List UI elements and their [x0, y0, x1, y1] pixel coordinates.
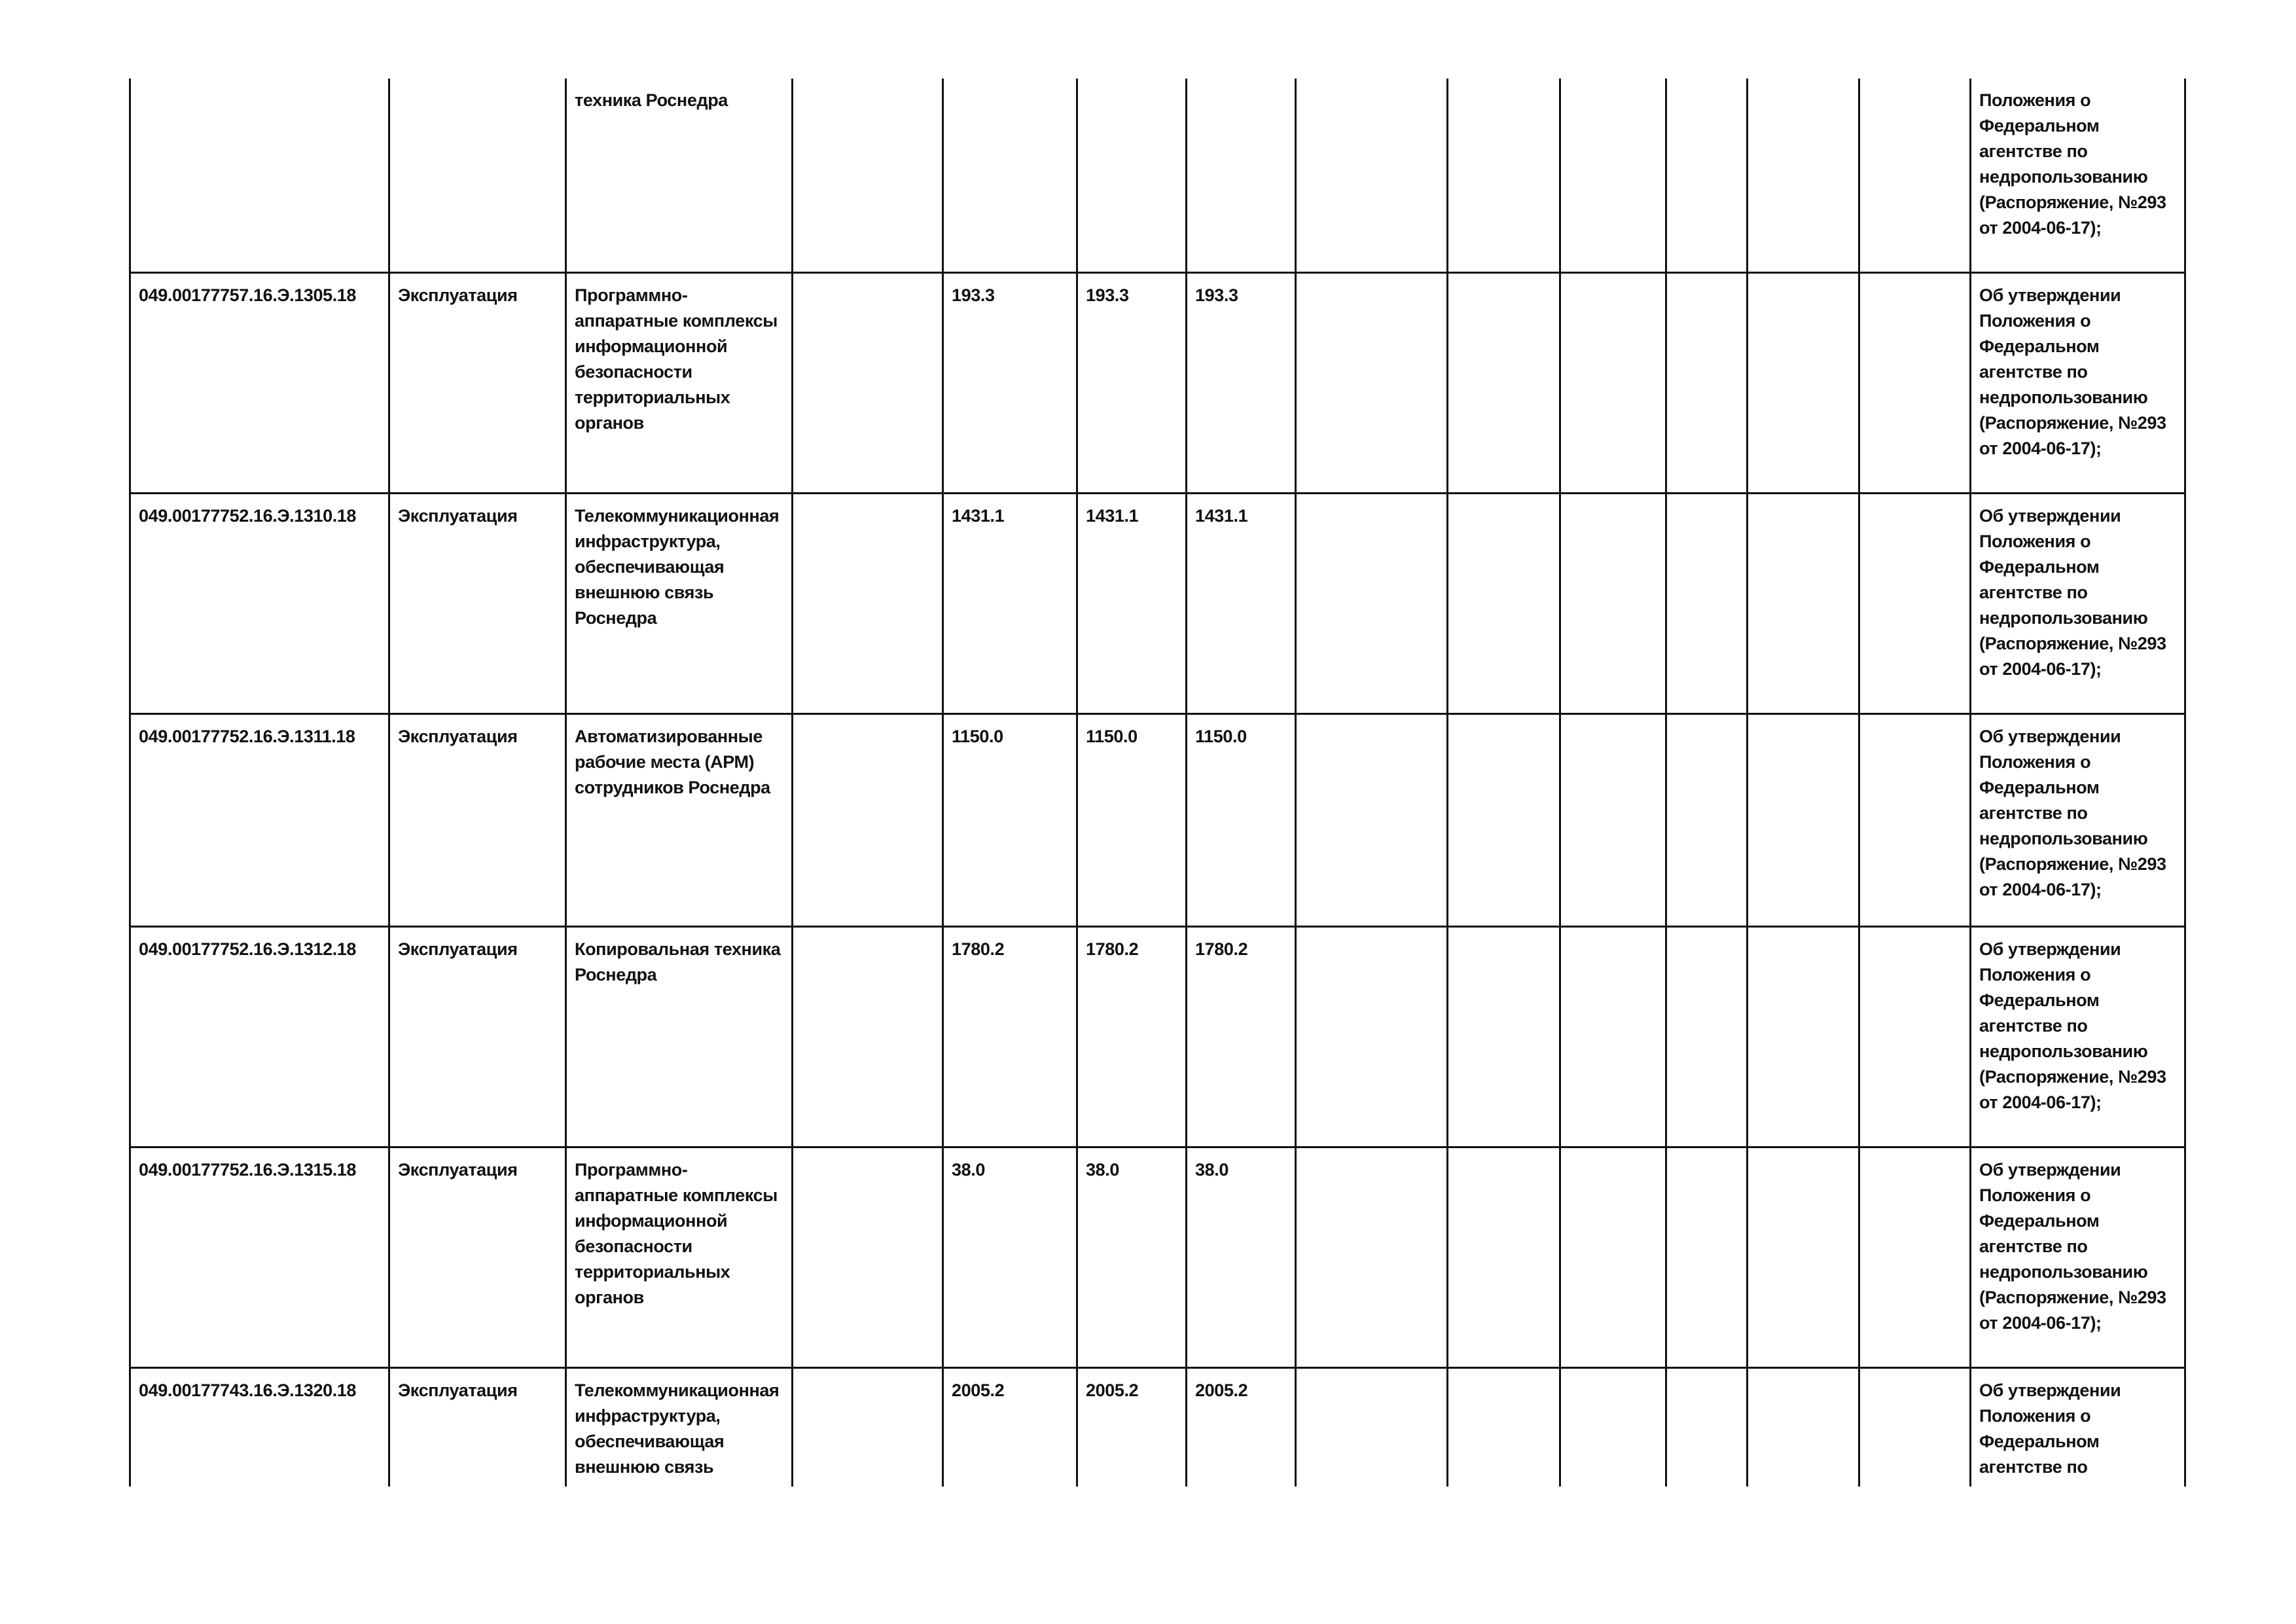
cell-empty	[793, 1367, 943, 1487]
cell-empty	[1296, 1147, 1448, 1367]
cell-value: 1780.2	[1187, 926, 1296, 1147]
cell-stage: Эксплуатация	[389, 713, 566, 926]
cell-stage: Эксплуатация	[389, 1367, 566, 1487]
cell-empty	[1666, 926, 1748, 1147]
cell-empty	[1859, 1147, 1971, 1367]
cell-value: 1150.0	[1077, 713, 1187, 926]
cell-empty	[1296, 493, 1448, 713]
cell-value: 193.3	[1187, 272, 1296, 493]
cell-empty	[1448, 493, 1560, 713]
table-row	[130, 1367, 2185, 1487]
cell-value: 38.0	[943, 1147, 1077, 1367]
cell-basis: Об утверждении Положения о Федеральном агентстве по	[1971, 1367, 2185, 1487]
cell-object: Автоматизированные рабочие места (АРМ) сотрудников Роснедра	[566, 713, 793, 926]
budget-table	[129, 79, 2186, 1487]
cell-empty	[1666, 1367, 1748, 1487]
cell-empty	[1859, 493, 1971, 713]
cell-empty	[1666, 493, 1748, 713]
cell-empty	[1296, 272, 1448, 493]
table-row	[130, 1147, 2185, 1367]
cell-empty	[1859, 79, 1971, 272]
cell-value: 2005.2	[1187, 1367, 1296, 1487]
cell-empty	[1666, 1147, 1748, 1367]
cell-id: 049.00177757.16.Э.1305.18	[130, 272, 389, 493]
cell-stage	[389, 79, 566, 272]
cell-basis: Об утверждении Положения о Федеральном агентстве по недропользованию (Распоряжение, №293 от 2004-06-17);	[1971, 272, 2185, 493]
cell-empty	[1296, 79, 1448, 272]
cell-empty	[1560, 493, 1666, 713]
cell-empty	[1748, 79, 1859, 272]
cell-empty	[1859, 272, 1971, 493]
cell-object: Программно-аппаратные комплексы информационной безопасности территориальных органов	[566, 272, 793, 493]
cell-value: 1780.2	[943, 926, 1077, 1147]
cell-stage: Эксплуатация	[389, 926, 566, 1147]
cell-empty	[1748, 926, 1859, 1147]
cell-stage: Эксплуатация	[389, 272, 566, 493]
cell-empty	[1748, 713, 1859, 926]
cell-empty	[1748, 1367, 1859, 1487]
cell-id: 049.00177752.16.Э.1312.18	[130, 926, 389, 1147]
cell-value: 1150.0	[1187, 713, 1296, 926]
cell-empty	[1560, 1147, 1666, 1367]
cell-empty	[1560, 926, 1666, 1147]
cell-value: 193.3	[943, 272, 1077, 493]
cell-value: 2005.2	[1077, 1367, 1187, 1487]
cell-empty	[793, 713, 943, 926]
cell-empty	[1448, 79, 1560, 272]
cell-empty	[1448, 926, 1560, 1147]
cell-value: 1431.1	[943, 493, 1077, 713]
cell-value	[943, 79, 1077, 272]
cell-value: 38.0	[1187, 1147, 1296, 1367]
cell-empty	[793, 493, 943, 713]
cell-object: Телекоммуникационная инфраструктура, обеспечивающая внешнюю связь	[566, 1367, 793, 1487]
cell-object: Программно-аппаратные комплексы информационной безопасности территориальных органов	[566, 1147, 793, 1367]
cell-object: техника Роснедра	[566, 79, 793, 272]
cell-id: 049.00177752.16.Э.1310.18	[130, 493, 389, 713]
cell-id: 049.00177743.16.Э.1320.18	[130, 1367, 389, 1487]
cell-value: 1780.2	[1077, 926, 1187, 1147]
cell-value: 38.0	[1077, 1147, 1187, 1367]
cell-empty	[793, 926, 943, 1147]
cell-empty	[1560, 713, 1666, 926]
cell-empty	[1859, 1367, 1971, 1487]
cell-empty	[793, 79, 943, 272]
cell-empty	[1448, 272, 1560, 493]
document-page	[129, 79, 2184, 1506]
cell-value: 1150.0	[943, 713, 1077, 926]
cell-empty	[1296, 926, 1448, 1147]
table-row	[130, 926, 2185, 1147]
cell-object: Копировальная техника Роснедра	[566, 926, 793, 1147]
cell-empty	[1859, 926, 1971, 1147]
cell-empty	[1859, 713, 1971, 926]
cell-stage: Эксплуатация	[389, 493, 566, 713]
cell-value	[1077, 79, 1187, 272]
cell-empty	[1448, 1367, 1560, 1487]
cell-basis: Положения о Федеральном агентстве по недропользованию (Распоряжение, №293 от 2004-06-17);	[1971, 79, 2185, 272]
cell-empty	[1448, 1147, 1560, 1367]
table-row	[130, 493, 2185, 713]
cell-empty	[1748, 272, 1859, 493]
cell-value	[1187, 79, 1296, 272]
cell-empty	[1748, 1147, 1859, 1367]
cell-empty	[1560, 1367, 1666, 1487]
cell-id: 049.00177752.16.Э.1311.18	[130, 713, 389, 926]
cell-empty	[793, 272, 943, 493]
cell-id: 049.00177752.16.Э.1315.18	[130, 1147, 389, 1367]
cell-empty	[1448, 713, 1560, 926]
cell-basis: Об утверждении Положения о Федеральном агентстве по недропользованию (Распоряжение, №293 от 2004-06-17);	[1971, 493, 2185, 713]
cell-value: 2005.2	[943, 1367, 1077, 1487]
cell-basis: Об утверждении Положения о Федеральном агентстве по недропользованию (Распоряжение, №293 от 2004-06-17);	[1971, 1147, 2185, 1367]
cell-basis: Об утверждении Положения о Федеральном агентстве по недропользованию (Распоряжение, №293 от 2004-06-17);	[1971, 713, 2185, 926]
cell-empty	[1666, 272, 1748, 493]
table-row	[130, 79, 2185, 272]
cell-empty	[1560, 272, 1666, 493]
cell-empty	[1666, 713, 1748, 926]
cell-basis: Об утверждении Положения о Федеральном агентстве по недропользованию (Распоряжение, №293 от 2004-06-17);	[1971, 926, 2185, 1147]
cell-value: 1431.1	[1077, 493, 1187, 713]
cell-id	[130, 79, 389, 272]
cell-empty	[1296, 713, 1448, 926]
cell-empty	[1296, 1367, 1448, 1487]
cell-empty	[793, 1147, 943, 1367]
cell-empty	[1560, 79, 1666, 272]
cell-empty	[1666, 79, 1748, 272]
table-row	[130, 272, 2185, 493]
cell-stage: Эксплуатация	[389, 1147, 566, 1367]
table-row	[130, 713, 2185, 926]
cell-value: 193.3	[1077, 272, 1187, 493]
cell-empty	[1748, 493, 1859, 713]
cell-object: Телекоммуникационная инфраструктура, обеспечивающая внешнюю связь Роснедра	[566, 493, 793, 713]
cell-value: 1431.1	[1187, 493, 1296, 713]
